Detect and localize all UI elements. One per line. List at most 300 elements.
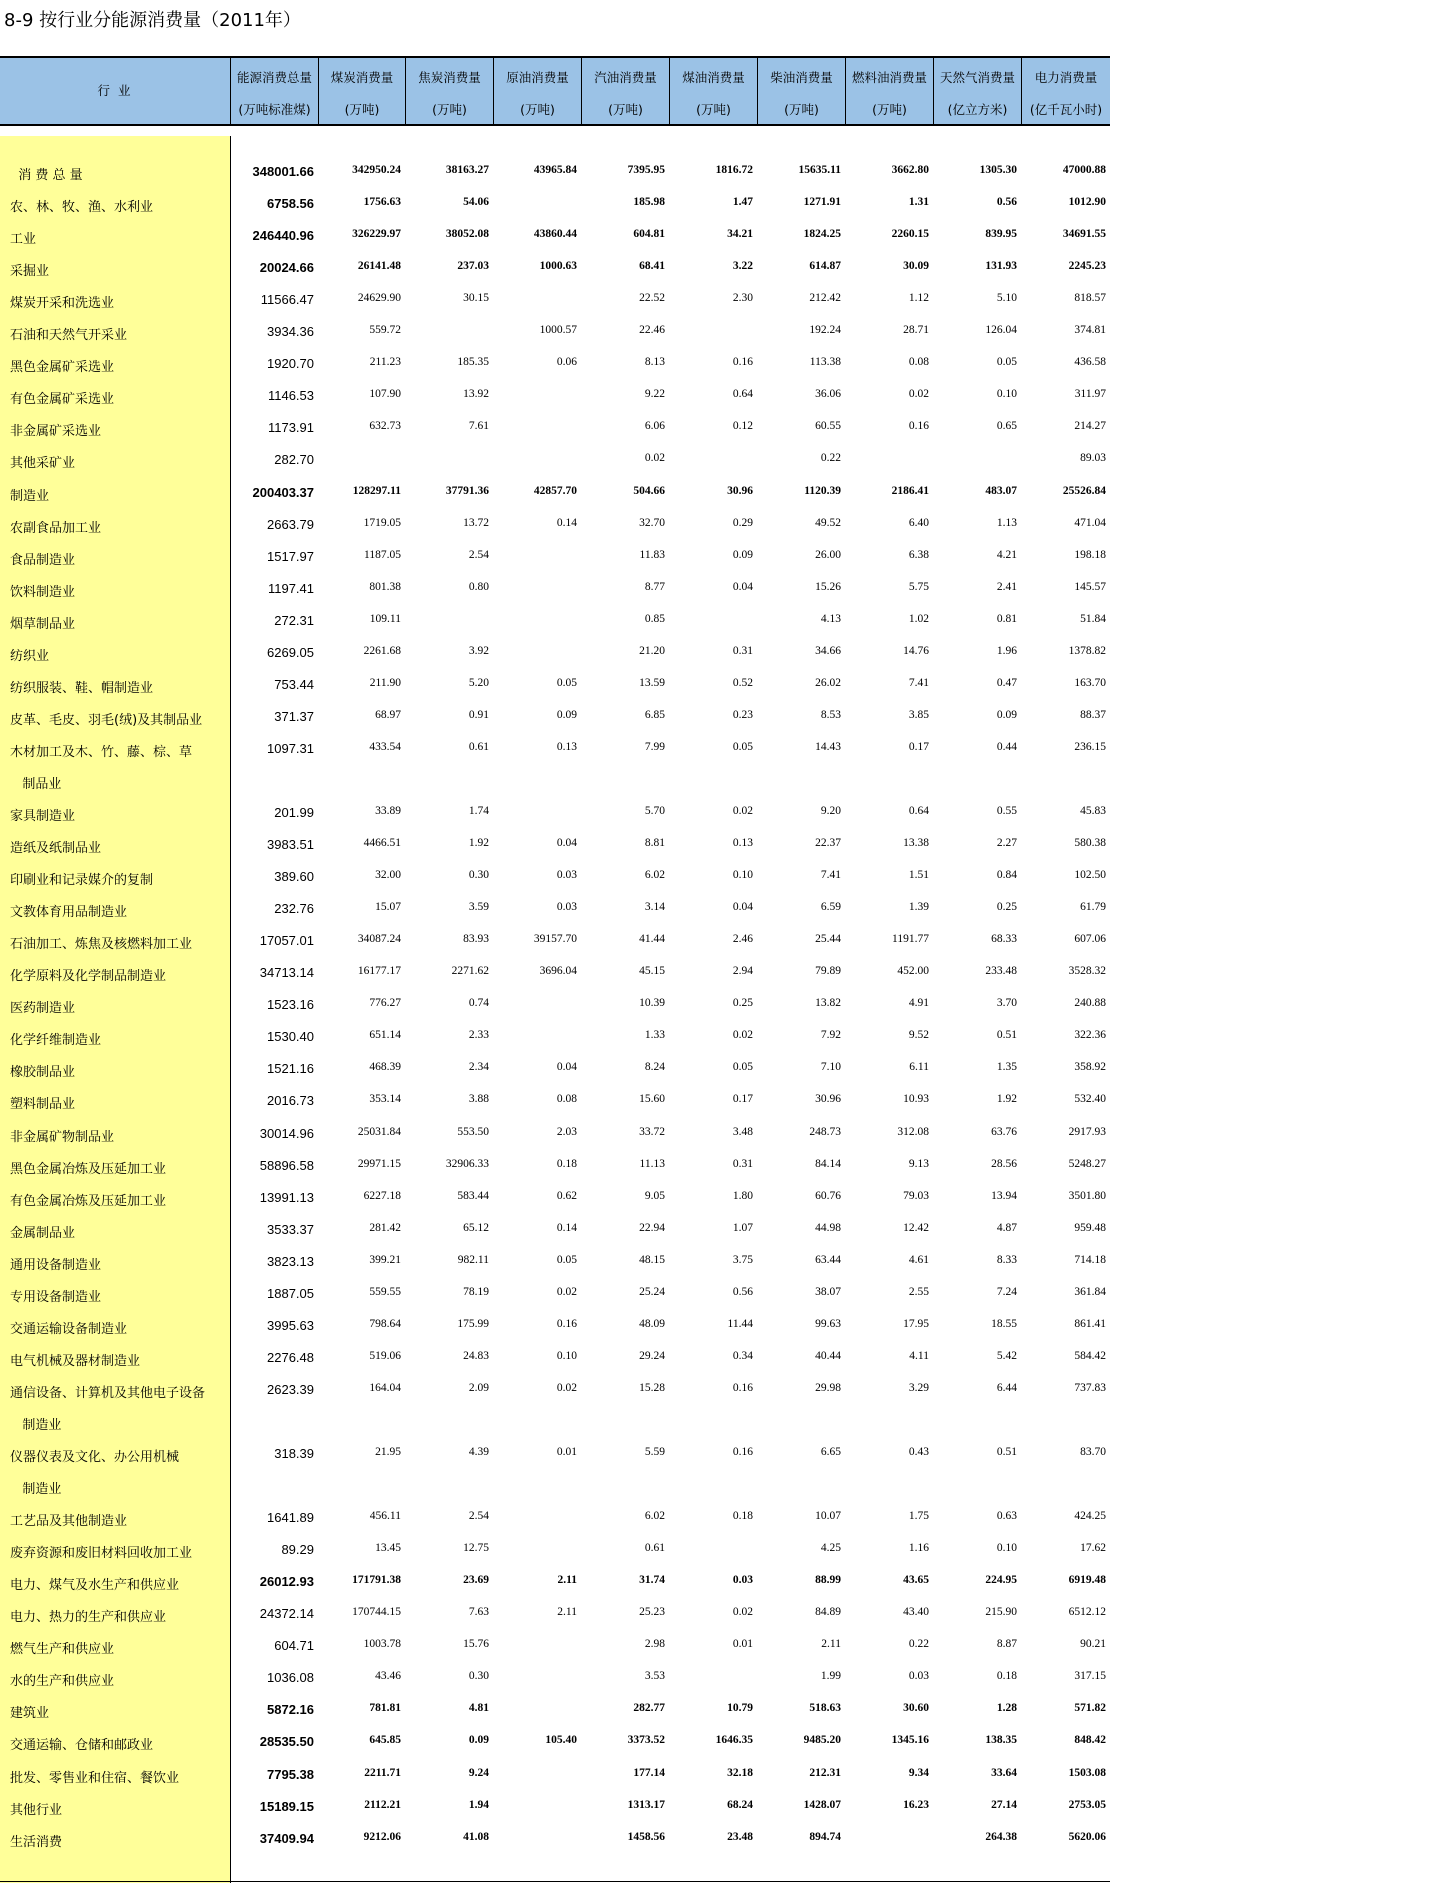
row-value-cell: 54.06: [463, 196, 489, 209]
row-value-cell: 0.17: [732, 1093, 753, 1106]
row-value-cell: 1.99: [820, 1670, 841, 1683]
row-value-cell: 0.10: [556, 1349, 577, 1362]
row-value-cell: 175.99: [457, 1317, 489, 1330]
row-value-cell: 358.92: [1074, 1061, 1106, 1074]
row-value-cell: 3.29: [908, 1381, 929, 1394]
row-value-cell: 10.79: [727, 1702, 753, 1715]
row-industry-name: 交通运输设备制造业: [10, 1321, 128, 1337]
table-row: [0, 1822, 1110, 1854]
row-value-cell: 2.54: [468, 1510, 489, 1523]
row-value-cell: 58896.58: [259, 1157, 314, 1173]
row-value-cell: 0.64: [908, 805, 929, 817]
row-value-cell: 0.05: [732, 740, 753, 753]
row-value-cell: 5.42: [996, 1349, 1017, 1362]
table-row: [0, 604, 1110, 636]
row-value-cell: 1.51: [908, 869, 929, 882]
row-value-cell: 4.39: [468, 1446, 489, 1458]
row-value-cell: 102.50: [1074, 869, 1106, 882]
row-industry-name: 仪器仪表及文化、办公用机械: [10, 1450, 180, 1465]
row-value-cell: 0.02: [732, 805, 753, 817]
row-value-cell: 177.14: [633, 1766, 665, 1779]
header-column-name: 煤炭消费量: [330, 70, 394, 85]
row-value-cell: 170744.15: [352, 1606, 401, 1619]
row-value-cell: 0.12: [732, 420, 753, 433]
row-value-cell: 0.09: [996, 708, 1017, 721]
row-value-cell: 389.60: [274, 869, 314, 885]
row-value-cell: 2.03: [556, 1125, 577, 1138]
row-value-cell: 237.03: [457, 260, 489, 273]
table-row: [0, 1693, 1110, 1725]
row-value-cell: 0.44: [996, 740, 1017, 753]
table-row: [0, 1405, 1110, 1437]
row-value-cell: 21.95: [375, 1446, 401, 1458]
row-value-cell: 2276.48: [267, 1349, 314, 1365]
row-value-cell: 246440.96: [252, 228, 314, 244]
table-row: [0, 219, 1110, 251]
row-value-cell: 2663.79: [267, 516, 314, 532]
row-value-cell: 8.81: [644, 837, 665, 850]
row-value-cell: 36.06: [815, 388, 841, 401]
row-value-cell: 371.37: [274, 708, 314, 724]
header-column-5: [669, 58, 757, 124]
row-value-cell: 3.88: [468, 1093, 489, 1106]
row-value-cell: 5.59: [644, 1446, 665, 1458]
row-value-cell: 3823.13: [267, 1253, 314, 1269]
row-value-cell: 6227.18: [363, 1189, 401, 1202]
row-industry-name: 黑色金属冶炼及压延加工业: [10, 1161, 167, 1177]
row-industry-name: 电气机械及器材制造业: [10, 1353, 141, 1369]
row-value-cell: 326229.97: [352, 228, 401, 241]
row-value-cell: 26.00: [815, 548, 841, 561]
row-value-cell: 39157.70: [533, 933, 577, 946]
row-value-cell: 41.44: [639, 933, 665, 946]
row-industry-name: 制造业: [10, 1417, 62, 1433]
row-value-cell: 41.08: [463, 1830, 489, 1843]
row-value-cell: 399.21: [369, 1253, 401, 1266]
row-value-cell: 3.14: [644, 901, 665, 914]
row-value-cell: 0.03: [556, 869, 577, 882]
row-value-cell: 126.04: [985, 324, 1017, 337]
row-value-cell: 0.43: [908, 1446, 929, 1458]
header-column-1: [318, 58, 405, 124]
row-value-cell: 1097.31: [267, 740, 314, 756]
row-value-cell: 1.12: [908, 292, 929, 305]
row-value-cell: 1.28: [996, 1702, 1017, 1715]
row-value-cell: 65.12: [463, 1221, 489, 1234]
row-value-cell: 6758.56: [267, 196, 314, 212]
table-row: [0, 860, 1110, 892]
row-value-cell: 0.56: [996, 196, 1017, 209]
row-value-cell: 0.06: [556, 356, 577, 369]
row-value-cell: 8.53: [820, 708, 841, 721]
row-value-cell: 0.62: [556, 1189, 577, 1202]
row-value-cell: 31.74: [639, 1574, 665, 1587]
row-industry-name: 黑色金属矿采选业: [10, 360, 115, 376]
row-value-cell: 84.14: [815, 1157, 841, 1170]
row-value-cell: 0.30: [468, 869, 489, 882]
row-value-cell: 68.41: [639, 260, 665, 273]
row-industry-name: 烟草制品业: [10, 616, 76, 632]
header-column-unit: (万吨): [520, 102, 555, 117]
row-industry-name: 塑料制品业: [10, 1097, 76, 1113]
row-value-cell: 1378.82: [1068, 644, 1106, 657]
row-value-cell: 5.20: [468, 676, 489, 689]
row-value-cell: 0.16: [732, 1446, 753, 1458]
row-value-cell: 0.31: [732, 644, 753, 657]
row-value-cell: 651.14: [369, 1029, 401, 1042]
row-value-cell: 1000.63: [539, 260, 577, 273]
row-value-cell: 12.75: [463, 1542, 489, 1555]
row-industry-name: 电力、煤气及水生产和供应业: [10, 1578, 180, 1594]
row-value-cell: 848.42: [1074, 1734, 1106, 1747]
row-industry-name: 制造业: [10, 488, 50, 504]
row-value-cell: 30.15: [463, 292, 489, 305]
row-value-cell: 9.24: [468, 1766, 489, 1779]
row-value-cell: 8.87: [996, 1638, 1017, 1651]
table-row: [0, 700, 1110, 732]
row-value-cell: 2.46: [732, 933, 753, 946]
row-value-cell: 51.84: [1080, 612, 1106, 625]
row-value-cell: 17057.01: [259, 933, 314, 949]
row-industry-name: 家具制造业: [10, 809, 76, 824]
row-value-cell: 2.54: [468, 548, 489, 561]
row-value-cell: 2623.39: [267, 1381, 314, 1397]
row-value-cell: 1187.05: [364, 548, 401, 561]
row-value-cell: 43.46: [375, 1670, 401, 1683]
row-industry-name: 皮革、毛皮、羽毛(绒)及其制品业: [10, 712, 203, 728]
row-value-cell: 6.65: [820, 1446, 841, 1458]
row-value-cell: 604.71: [274, 1638, 314, 1654]
row-value-cell: 0.80: [468, 580, 489, 593]
row-value-cell: 9.22: [644, 388, 665, 401]
table-row: [0, 1790, 1110, 1822]
row-value-cell: 3528.32: [1068, 965, 1106, 978]
row-industry-name: 农、林、牧、渔、水利业: [10, 200, 154, 216]
row-value-cell: 3.22: [732, 260, 753, 273]
row-value-cell: 215.90: [985, 1606, 1017, 1619]
row-value-cell: 13.59: [639, 676, 665, 689]
row-industry-name: 水的生产和供应业: [10, 1674, 115, 1690]
row-industry-name: 医药制造业: [10, 1001, 76, 1017]
row-value-cell: 4.81: [468, 1702, 489, 1715]
row-value-cell: 7.99: [644, 740, 665, 753]
row-value-cell: 240.88: [1074, 997, 1106, 1010]
row-value-cell: 1646.35: [715, 1734, 753, 1747]
row-industry-name: 生活消费: [10, 1834, 63, 1850]
row-industry-name: 金属制品业: [10, 1225, 76, 1241]
row-value-cell: 200403.37: [252, 484, 314, 500]
row-value-cell: 236.15: [1074, 740, 1106, 753]
row-industry-name: 农副食品加工业: [10, 520, 102, 536]
row-value-cell: 99.63: [815, 1317, 841, 1330]
row-value-cell: 342950.24: [352, 164, 401, 176]
header-column-name: 电力消费量: [1034, 70, 1098, 85]
row-value-cell: 43.65: [903, 1574, 929, 1587]
row-value-cell: 0.03: [556, 901, 577, 914]
row-value-cell: 11.83: [639, 548, 665, 561]
table-row: [0, 1245, 1110, 1277]
row-value-cell: 798.64: [369, 1317, 401, 1330]
table-bottom-border: [0, 1881, 1110, 1882]
row-value-cell: 607.06: [1074, 933, 1106, 946]
table-row: [0, 1277, 1110, 1309]
row-value-cell: 753.44: [274, 676, 314, 692]
row-value-cell: 7.61: [468, 420, 489, 433]
row-value-cell: 12.42: [903, 1221, 929, 1234]
row-industry-name: 非金属矿物制品业: [10, 1129, 115, 1145]
header-column-unit: (万吨): [784, 102, 819, 117]
row-value-cell: 0.18: [732, 1510, 753, 1523]
row-value-cell: 0.02: [732, 1029, 753, 1042]
row-value-cell: 0.04: [556, 837, 577, 850]
row-value-cell: 6.59: [820, 901, 841, 914]
header-industry-label: 行 业: [97, 83, 133, 98]
row-value-cell: 1.13: [996, 516, 1017, 529]
row-value-cell: 0.61: [468, 740, 489, 753]
row-value-cell: 0.74: [468, 997, 489, 1010]
row-value-cell: 28535.50: [259, 1734, 314, 1750]
row-value-cell: 1428.07: [803, 1798, 841, 1811]
row-value-cell: 0.51: [996, 1029, 1017, 1042]
row-value-cell: 6.44: [996, 1381, 1017, 1394]
row-value-cell: 15.07: [375, 901, 401, 914]
row-value-cell: 580.38: [1074, 837, 1106, 850]
row-value-cell: 1197.41: [267, 580, 314, 596]
row-value-cell: 518.63: [809, 1702, 841, 1715]
row-value-cell: 48.09: [639, 1317, 665, 1330]
row-value-cell: 233.48: [985, 965, 1017, 978]
row-value-cell: 433.54: [369, 740, 401, 753]
row-value-cell: 3995.63: [267, 1317, 314, 1333]
row-value-cell: 348001.66: [252, 164, 314, 179]
row-industry-name: 有色金属矿采选业: [10, 392, 115, 408]
row-value-cell: 1.92: [996, 1093, 1017, 1106]
row-value-cell: 0.10: [996, 388, 1017, 401]
header-column-name: 原油消费量: [506, 70, 569, 85]
row-value-cell: 8.77: [644, 580, 665, 593]
row-value-cell: 1.33: [644, 1029, 665, 1042]
row-value-cell: 2245.23: [1068, 260, 1106, 273]
table-row: [0, 1725, 1110, 1757]
row-value-cell: 3662.80: [891, 164, 929, 176]
row-industry-name: 造纸及纸制品业: [10, 841, 102, 857]
row-value-cell: 60.55: [815, 420, 841, 433]
row-value-cell: 7.63: [468, 1606, 489, 1619]
row-value-cell: 1824.25: [803, 228, 841, 241]
header-column-name: 能源消费总量: [236, 70, 312, 85]
row-value-cell: 25526.84: [1062, 484, 1106, 497]
table-row: [0, 540, 1110, 572]
row-value-cell: 78.19: [463, 1285, 489, 1298]
row-value-cell: 959.48: [1074, 1221, 1106, 1234]
header-column-8: [933, 58, 1021, 124]
row-value-cell: 6512.12: [1068, 1606, 1106, 1619]
row-value-cell: 0.52: [732, 676, 753, 689]
header-column-unit: (万吨): [344, 102, 380, 117]
row-value-cell: 164.04: [369, 1381, 401, 1394]
table-row: [0, 924, 1110, 956]
row-value-cell: 604.81: [633, 228, 665, 241]
row-value-cell: 20024.66: [259, 260, 314, 276]
row-value-cell: 15.26: [815, 580, 841, 593]
header-column-9: [1021, 58, 1110, 124]
row-value-cell: 0.02: [732, 1606, 753, 1619]
table-row: [0, 1629, 1110, 1661]
row-value-cell: 15.76: [463, 1638, 489, 1651]
row-value-cell: 34.21: [727, 228, 753, 241]
row-value-cell: 0.22: [820, 452, 841, 465]
row-value-cell: 982.11: [457, 1253, 489, 1266]
row-value-cell: 2211.71: [364, 1766, 401, 1779]
row-value-cell: 0.85: [644, 612, 665, 625]
table-row: [0, 1084, 1110, 1116]
table-row: [0, 1437, 1110, 1469]
row-value-cell: 2261.68: [363, 644, 401, 657]
table-row: [0, 636, 1110, 668]
table-row: [0, 1501, 1110, 1533]
row-value-cell: 38163.27: [445, 164, 489, 176]
row-value-cell: 0.63: [996, 1510, 1017, 1523]
table-row: [0, 283, 1110, 315]
row-value-cell: 714.18: [1074, 1253, 1106, 1266]
row-value-cell: 0.13: [732, 837, 753, 850]
row-value-cell: 42857.70: [533, 484, 577, 497]
row-value-cell: 861.41: [1074, 1317, 1106, 1330]
table-row: [0, 1052, 1110, 1084]
row-value-cell: 781.81: [369, 1702, 401, 1715]
row-value-cell: 1.31: [908, 196, 929, 209]
header-column-unit: (亿千瓦小时): [1029, 102, 1103, 117]
row-industry-name: 采掘业: [10, 264, 50, 280]
header-column-name: 燃料油消费量: [851, 70, 927, 85]
row-value-cell: 0.02: [556, 1285, 577, 1298]
row-value-cell: 25.24: [639, 1285, 665, 1298]
row-value-cell: 0.04: [732, 901, 753, 914]
row-value-cell: 1641.89: [267, 1510, 314, 1526]
row-industry-name: 文教体育用品制造业: [10, 905, 128, 921]
row-value-cell: 1458.56: [627, 1830, 665, 1843]
row-value-cell: 90.21: [1080, 1638, 1106, 1651]
table-row: [0, 1597, 1110, 1629]
row-value-cell: 15.60: [639, 1093, 665, 1106]
row-value-cell: 4.21: [996, 548, 1017, 561]
row-value-cell: 34087.24: [357, 933, 401, 946]
row-value-cell: 1756.63: [363, 196, 401, 209]
row-value-cell: 45.83: [1080, 805, 1106, 817]
row-value-cell: 113.38: [809, 356, 841, 369]
row-value-cell: 83.70: [1080, 1446, 1106, 1458]
row-value-cell: 145.57: [1074, 580, 1106, 593]
row-value-cell: 13.72: [463, 516, 489, 529]
row-value-cell: 105.40: [545, 1734, 577, 1747]
row-value-cell: 504.66: [633, 484, 665, 497]
row-industry-name: 食品制造业: [10, 552, 76, 568]
row-value-cell: 0.55: [996, 805, 1017, 817]
header-column-unit: (亿立方米): [947, 102, 1008, 117]
row-value-cell: 10.93: [903, 1093, 929, 1106]
table-row: [0, 1758, 1110, 1790]
row-value-cell: 211.23: [369, 356, 401, 369]
row-value-cell: 4466.51: [363, 837, 401, 850]
row-value-cell: 89.29: [281, 1542, 314, 1558]
row-value-cell: 1887.05: [267, 1285, 314, 1301]
row-value-cell: 0.09: [556, 708, 577, 721]
row-value-cell: 43.40: [903, 1606, 929, 1619]
row-industry-name: 有色金属冶炼及压延加工业: [10, 1193, 167, 1209]
row-industry-name: 工艺品及其他制造业: [10, 1514, 128, 1530]
row-value-cell: 34.66: [815, 644, 841, 657]
row-value-cell: 281.42: [369, 1221, 401, 1234]
row-industry-name: 其他行业: [10, 1802, 63, 1818]
row-industry-name: 石油和天然气开采业: [10, 328, 128, 344]
row-value-cell: 26.02: [815, 676, 841, 689]
row-value-cell: 0.16: [732, 1381, 753, 1394]
row-value-cell: 15635.11: [798, 164, 841, 176]
row-value-cell: 1523.16: [267, 997, 314, 1013]
row-value-cell: 9.20: [820, 805, 841, 817]
row-value-cell: 1530.40: [267, 1029, 314, 1045]
row-value-cell: 7395.95: [627, 164, 665, 176]
table-row: [0, 347, 1110, 379]
table-row: [0, 796, 1110, 828]
row-value-cell: 214.27: [1074, 420, 1106, 433]
header-column-name: 煤油消费量: [682, 70, 745, 85]
row-value-cell: 30.60: [903, 1702, 929, 1715]
row-value-cell: 22.37: [815, 837, 841, 850]
row-value-cell: 1719.05: [363, 516, 401, 529]
row-value-cell: 48.15: [639, 1253, 665, 1266]
row-value-cell: 5.70: [644, 805, 665, 817]
row-value-cell: 248.73: [809, 1125, 841, 1138]
row-value-cell: 0.30: [468, 1670, 489, 1683]
row-value-cell: 0.91: [468, 708, 489, 721]
row-value-cell: 11.13: [639, 1157, 665, 1170]
row-value-cell: 0.01: [732, 1638, 753, 1651]
row-value-cell: 737.83: [1074, 1381, 1106, 1394]
row-value-cell: 0.81: [996, 612, 1017, 625]
row-value-cell: 131.93: [985, 260, 1017, 273]
row-value-cell: 272.31: [274, 612, 314, 628]
row-value-cell: 18.55: [991, 1317, 1017, 1330]
row-value-cell: 894.74: [809, 1830, 841, 1843]
row-value-cell: 0.25: [996, 901, 1017, 914]
row-value-cell: 0.29: [732, 516, 753, 529]
table-row: [0, 1149, 1110, 1181]
row-value-cell: 17.95: [903, 1317, 929, 1330]
row-value-cell: 201.99: [274, 805, 314, 820]
row-industry-name: 煤炭开采和洗选业: [10, 296, 115, 312]
row-value-cell: 0.18: [996, 1670, 1017, 1683]
row-value-cell: 1816.72: [715, 164, 753, 176]
row-value-cell: 25.44: [815, 933, 841, 946]
row-value-cell: 1.94: [468, 1798, 489, 1811]
row-value-cell: 2186.41: [891, 484, 929, 497]
row-value-cell: 32.18: [727, 1766, 753, 1779]
row-value-cell: 2753.05: [1068, 1798, 1106, 1811]
row-value-cell: 32.70: [639, 516, 665, 529]
row-value-cell: 171791.38: [352, 1574, 401, 1587]
row-value-cell: 15189.15: [259, 1798, 314, 1814]
row-value-cell: 32.00: [375, 869, 401, 882]
row-value-cell: 1146.53: [267, 388, 314, 404]
row-value-cell: 1.35: [996, 1061, 1017, 1074]
table-row: [0, 315, 1110, 347]
row-value-cell: 452.00: [897, 965, 929, 978]
row-value-cell: 374.81: [1074, 324, 1106, 337]
row-industry-name: 电力、热力的生产和供应业: [10, 1610, 167, 1626]
row-industry-name: 印刷业和记录媒介的复制: [10, 873, 154, 889]
row-value-cell: 532.40: [1074, 1093, 1106, 1106]
